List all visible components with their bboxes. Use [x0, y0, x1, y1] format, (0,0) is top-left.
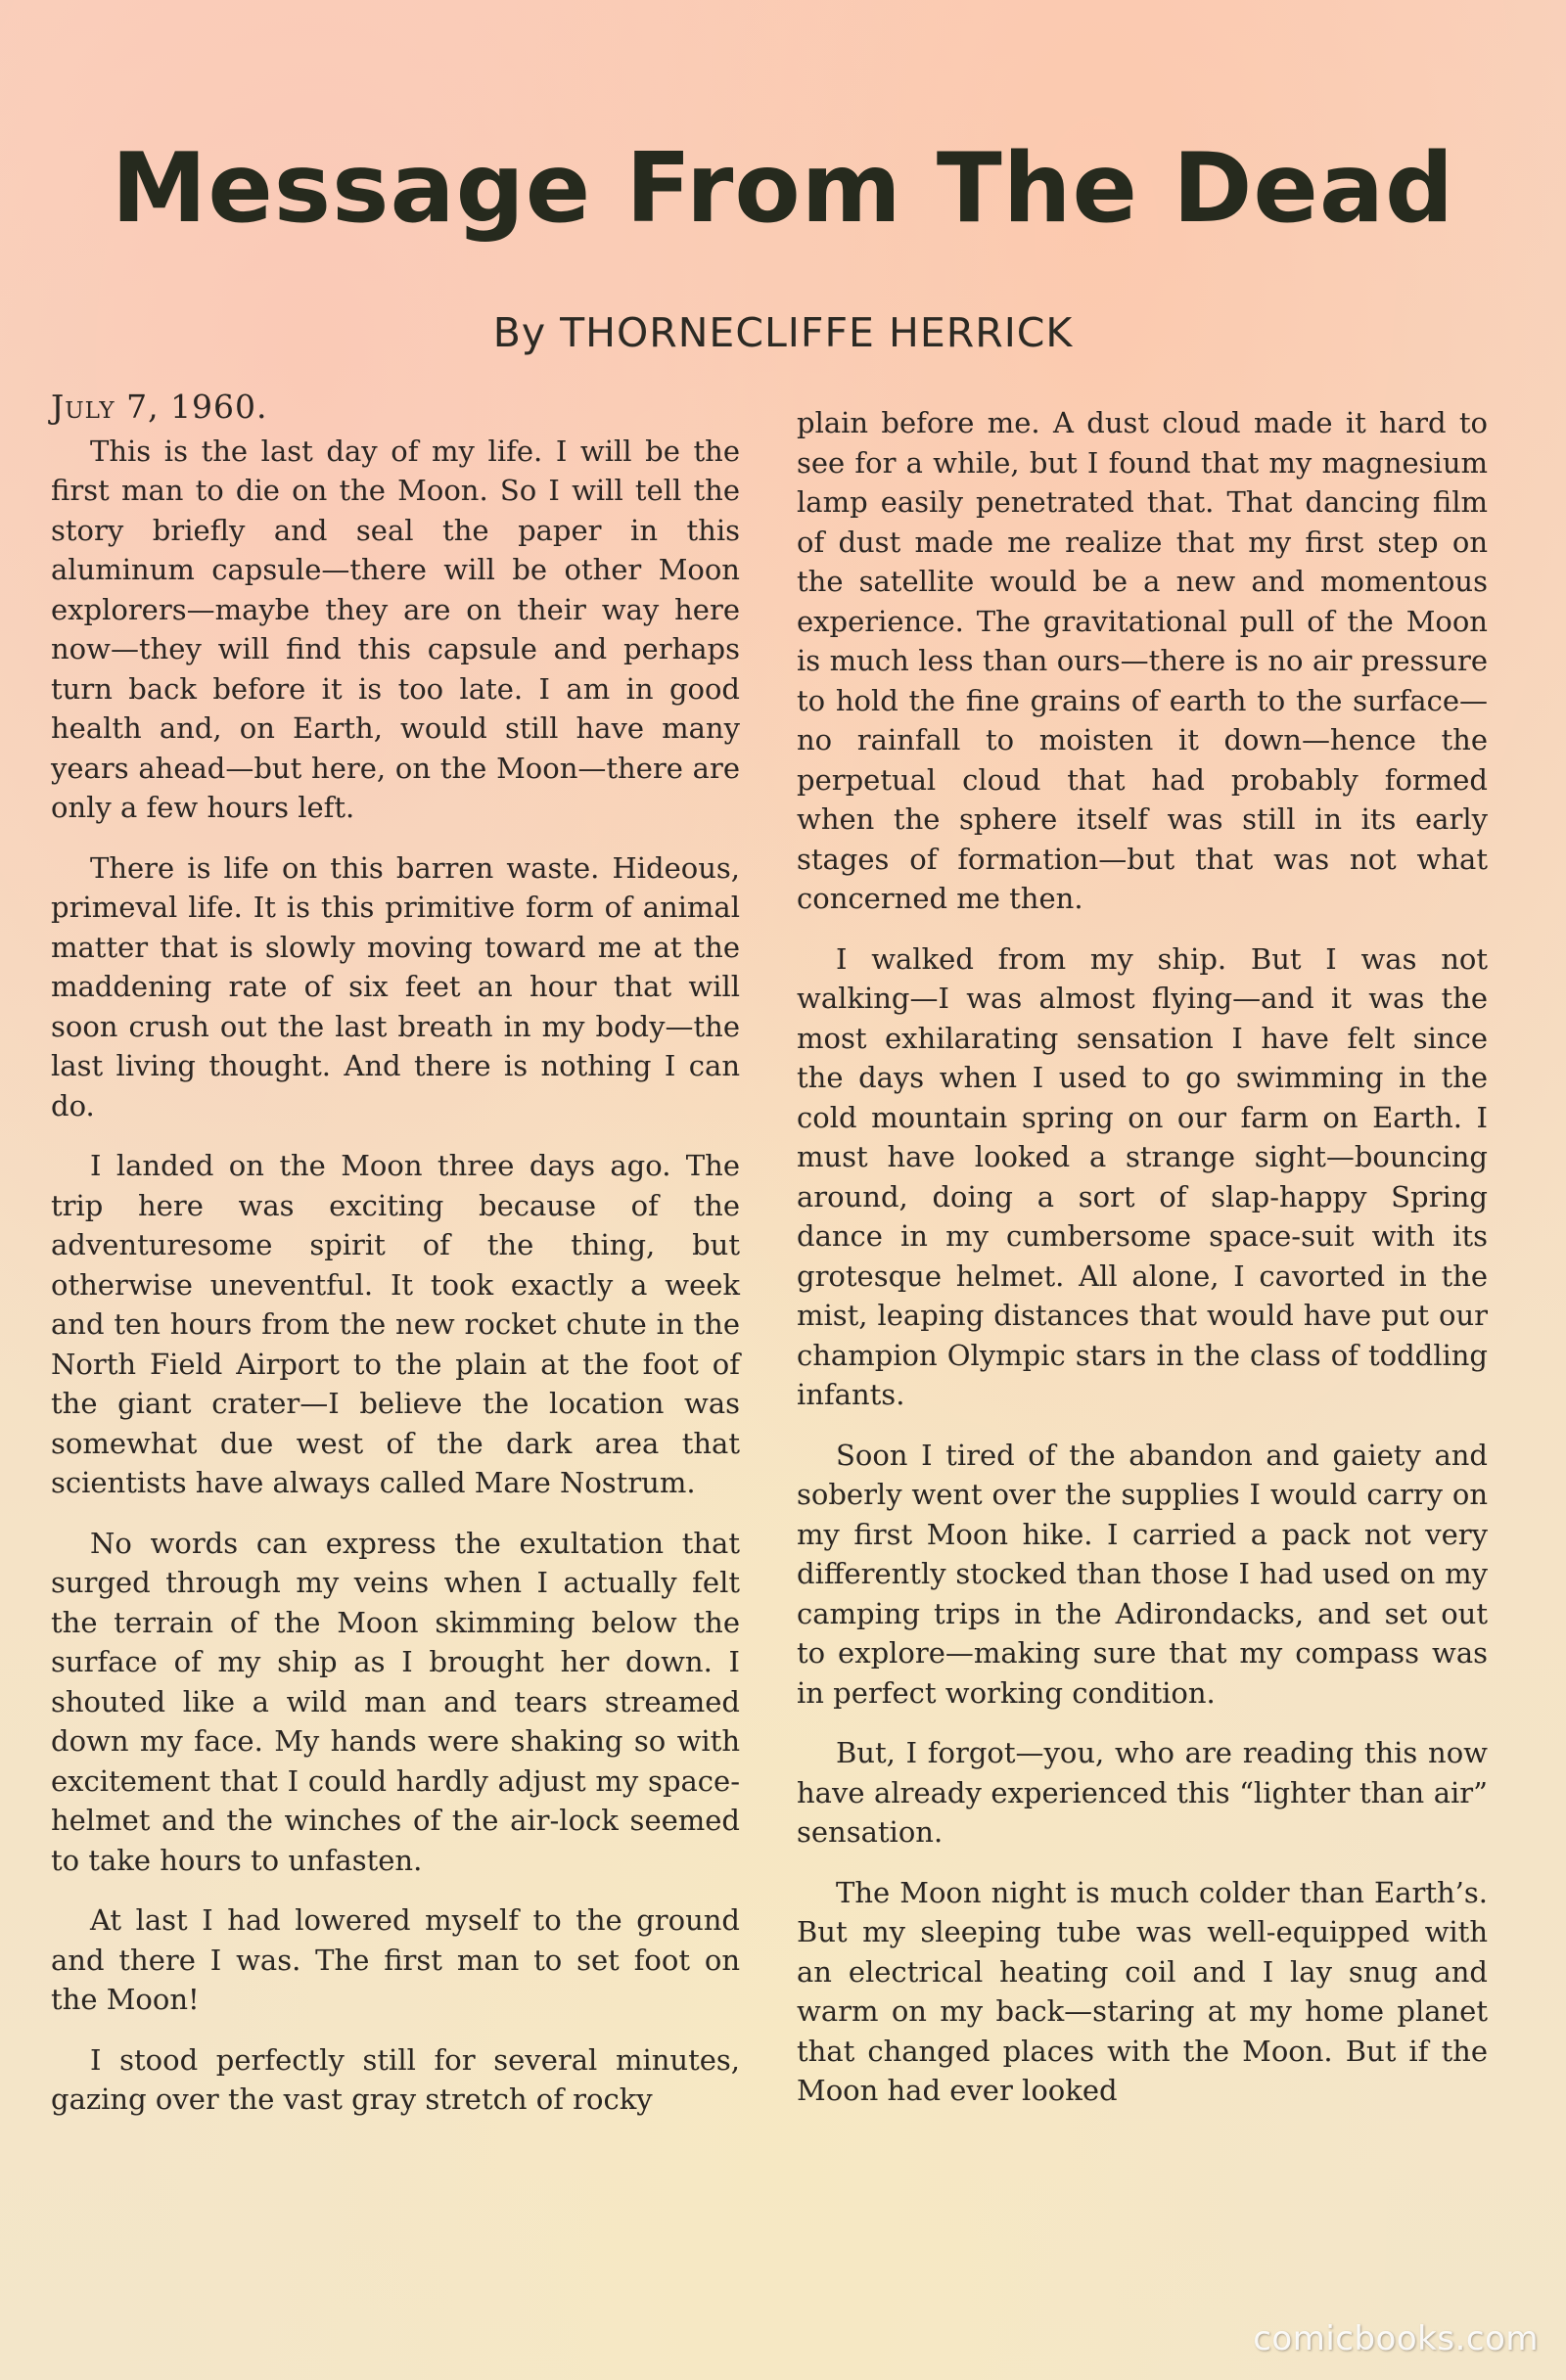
- dateline: July 7, 1960.: [51, 388, 268, 426]
- paragraph: I stood perfectly still for several minutes, gazing over the vast gray stretch of rocky: [51, 2042, 740, 2116]
- article-title: Message From The Dead: [111, 133, 1455, 245]
- paragraph: The Moon night is much colder than Earth’s. But my sleeping tube was well-equipped with an electrical heating coil and I lay snug and warm on my back—staring at my home planet that changed places with the Moon. But if the Moon had ever looked: [797, 1875, 1488, 2107]
- paragraph: This is the last day of my life. I will be the first man to die on the Moon. So I will tell the story briefly and seal the paper in this aluminum capsule—there will be other Moon explorers—maybe they are on their way here now—they will find this capsule and perhaps turn back before it is too late. I am in good health and, on Earth, would still have many years ahead—but here, on the Moon—there are only a few hours left.: [51, 434, 740, 824]
- left-column: [51, 388, 740, 2140]
- paragraph-continued: plain before me. A dust cloud made it hard to see for a while, but I found that my magnesium lamp easily penetrated that. That dancing film of dust made me realize that my first step on the satellite would be a new and momentous experience. The gravitational pull of the Moon is much less than ours—there is no air pressure to hold the fine grains of earth to the surface—no rainfall to moisten it down—hence the perpetual cloud that had probably formed when the sphere itself was still in its early stages of formation—but that was not what concerned me then.: [797, 406, 1488, 915]
- paragraph: Soon I tired of the abandon and gaiety and soberly went over the supplies I would carry on my first Moon hike. I carried a pack not very differently stocked than those I had used on my camping trips in the Adirondacks, and set out to explore—making sure that my compass was in perfect working condition.: [797, 1438, 1488, 1710]
- paragraph: No words can express the exultation that surged through my veins when I actually felt the terrain of the Moon skimming below the surface of my ship as I brought her down. I shouted like a wild man and tears streamed down my face. My hands were shaking so with excitement that I could hardly adjust my space-helmet and the winches of the air-lock seemed to take hours to unfasten.: [51, 1526, 740, 1877]
- paragraph: I walked from my ship. But I was not walking—I was almost flying—and it was the most exhilarating sensation I have felt since the days when I used to go swimming in the cold mountain spring on our farm on Earth. I must have looked a strange sight—bouncing around, doing a sort of slap-happy Spring dance in my cumbersome space-suit with its grotesque helmet. All alone, I cavorted in the mist, leaping distances that would have put our champion Olympic stars in the class of toddling infants.: [797, 941, 1488, 1411]
- paragraph: But, I forgot—you, who are reading this now have already experienced this “lighter than air” sensation.: [797, 1736, 1488, 1849]
- right-column: [797, 403, 1488, 2131]
- paragraph: At last I had lowered myself to the ground and there I was. The first man to set foot on the Moon!: [51, 1903, 740, 2016]
- site-watermark: comicbooks.com: [1253, 2319, 1539, 2358]
- article-byline: By THORNECLIFFE HERRICK: [492, 309, 1074, 356]
- paragraph: I landed on the Moon three days ago. The trip here was exciting because of the adventuresome spirit of the thing, but otherwise uneventful. It took exactly a week and ten hours from the new rocket chute in the North Field Airport to the plain at the foot of the giant crater—I believe the location was somewhat due west of the dark area that scientists have always called Mare Nostrum.: [51, 1149, 740, 1499]
- paragraph: There is life on this barren waste. Hideous, primeval life. It is this primitive form of animal matter that is slowly moving toward me at the maddening rate of six feet an hour that will soon crush out the last breath in my body—the last living thought. And there is nothing I can do.: [51, 850, 740, 1122]
